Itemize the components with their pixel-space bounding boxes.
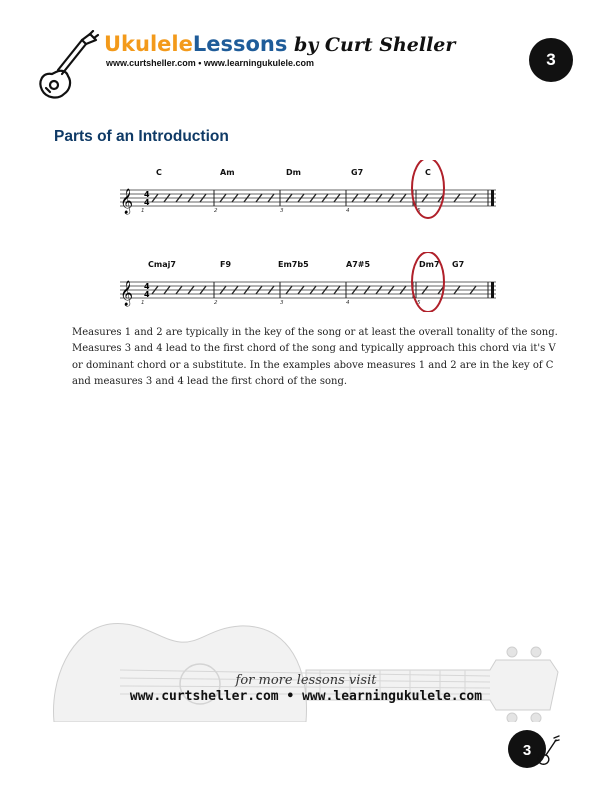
brand-author: by Curt Sheller (287, 34, 456, 56)
measure-number: 4 (346, 208, 350, 214)
body-paragraph: Measures 1 and 2 are typically in the key of the song or at least the overall tonality of the song. Measures 3 and 4 lead to the first chord of the song and typically approach this chord via it's V or dominant chord or a substitute. In the examples above measures 1 and 2 are in the key of C and measures 3 and 4 lead the first chord of the song. (72, 327, 558, 388)
ukulele-icon (34, 30, 100, 102)
chord-symbol: Am (220, 168, 235, 177)
chord-symbol: Em7b5 (278, 260, 309, 269)
footer-page-badge (508, 728, 560, 770)
brand-lessons: Lessons (192, 32, 288, 56)
chord-symbol: Dm7 (419, 260, 440, 269)
treble-clef-icon: 𝄞 (120, 189, 134, 214)
measure-number: 2 (214, 208, 218, 214)
staff-example-2 (110, 252, 510, 312)
measure-number: 1 (141, 300, 145, 306)
header-sites[interactable]: www.curtsheller.com • www.learningukulele.com (106, 58, 315, 68)
chord-symbol: G7 (351, 168, 364, 177)
measure-number: 5 (417, 300, 421, 306)
time-signature-bottom: 4 (144, 290, 150, 299)
measure-number: 1 (141, 208, 145, 214)
chord-symbol: A7#5 (346, 260, 371, 269)
measure-number: 5 (417, 208, 421, 214)
chord-symbol: G7 (452, 260, 465, 269)
section-title: Parts of an Introduction (54, 128, 229, 145)
time-signature-top: 4 (144, 282, 150, 291)
time-signature-bottom: 4 (144, 198, 150, 207)
treble-clef-icon: 𝄞 (120, 281, 134, 306)
footer-page-number: 3 (522, 742, 532, 759)
chord-symbol: Dm (286, 168, 301, 177)
page-number-badge: 3 (529, 38, 573, 82)
chord-symbol: F9 (220, 260, 232, 269)
chord-symbol: C (425, 168, 431, 177)
measure-number: 4 (346, 300, 350, 306)
brand-title (104, 32, 455, 56)
staff-example-1 (110, 160, 510, 220)
chord-symbol: Cmaj7 (148, 260, 176, 269)
footer-sites-link[interactable]: www.curtsheller.com • www.learningukulele.com (129, 689, 483, 704)
measure-number: 3 (280, 208, 284, 214)
chord-symbol: C (156, 168, 162, 177)
time-signature-top: 4 (144, 190, 150, 199)
body-text (72, 325, 562, 391)
measure-number: 2 (214, 300, 218, 306)
footer-more-lessons: for more lessons visit (235, 673, 377, 688)
measure-number: 3 (280, 300, 284, 306)
brand-ukulele: Ukulele (104, 32, 193, 56)
